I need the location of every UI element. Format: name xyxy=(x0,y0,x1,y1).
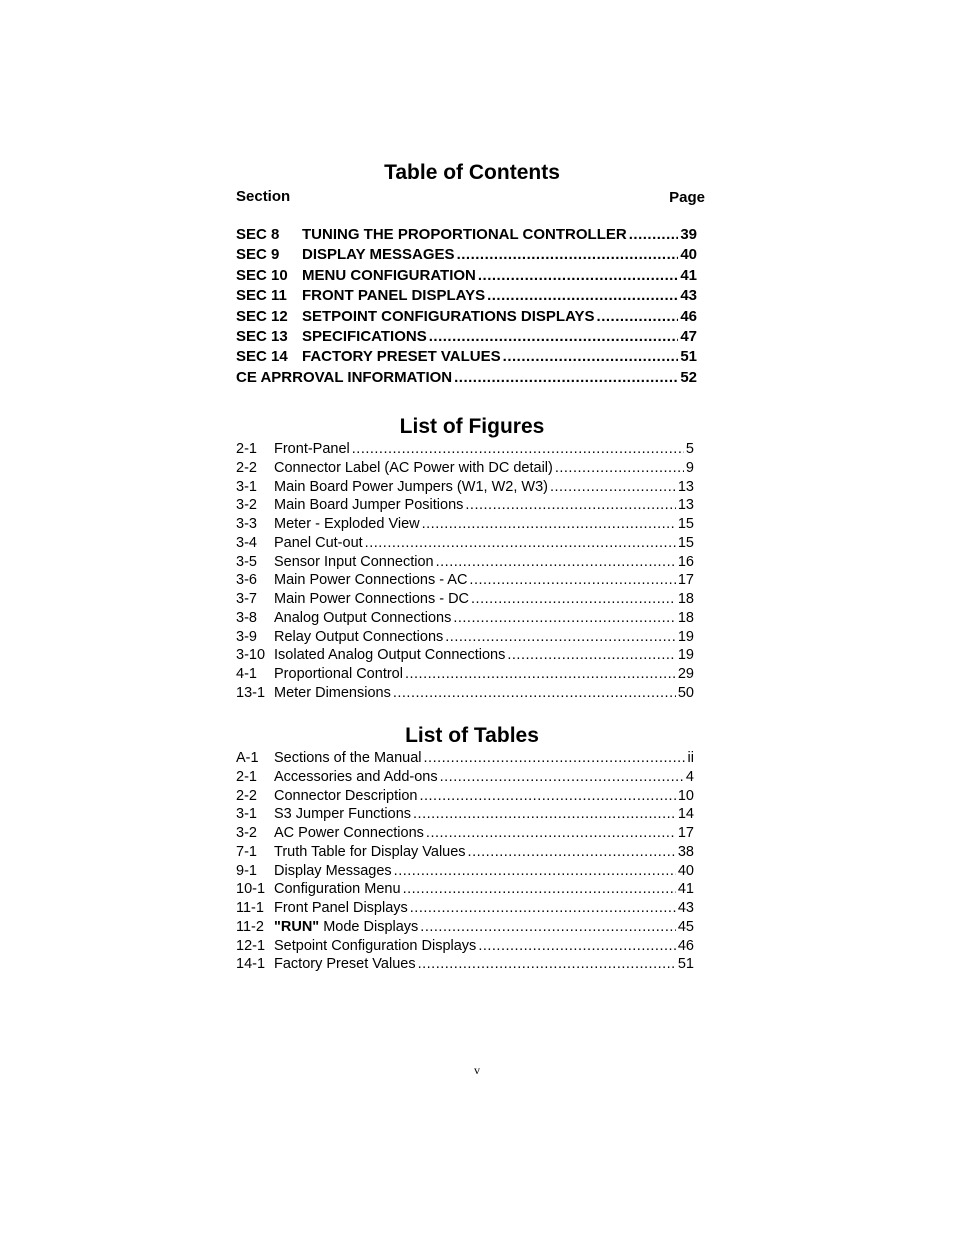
page-number: 50 xyxy=(677,684,694,701)
entry-label: Connector Description xyxy=(274,787,418,804)
table-entry[interactable] xyxy=(236,788,694,807)
figure-entry[interactable] xyxy=(236,685,694,704)
figure-entry[interactable] xyxy=(236,591,694,610)
page-number: 40 xyxy=(677,862,694,879)
page-number: 9 xyxy=(685,459,694,476)
figure-entry[interactable] xyxy=(236,666,694,685)
entry-label: FACTORY PRESET VALUES xyxy=(302,348,501,366)
entry-label: Main Power Connections - DC xyxy=(274,591,470,607)
figure-number: 3-9 xyxy=(236,628,257,645)
entry-label: Setpoint Configuration Displays xyxy=(274,937,477,954)
entry-label: SETPOINT CONFIGURATIONS DISPLAYS xyxy=(302,307,595,325)
entry-label: DISPLAY MESSAGES xyxy=(302,246,455,264)
dot-leader xyxy=(410,900,676,916)
figure-entry[interactable] xyxy=(236,629,694,648)
section-number: SEC 13 xyxy=(236,327,288,345)
entry-label: Analog Output Connections xyxy=(274,609,452,626)
dot-leader xyxy=(487,287,678,304)
entry-label: Display Messages xyxy=(274,862,392,879)
figure-number: 13-1 xyxy=(236,684,266,701)
table-entry[interactable] xyxy=(236,900,694,919)
dot-leader xyxy=(413,806,676,822)
figure-entry[interactable] xyxy=(236,535,694,554)
entry-label-rest: Mode Displays xyxy=(319,918,419,935)
entry-label: Sensor Input Connection xyxy=(274,553,434,570)
table-entry[interactable] xyxy=(236,863,694,882)
page-number: 40 xyxy=(680,246,697,264)
figure-number: 3-5 xyxy=(236,553,257,570)
page-number: 17 xyxy=(677,825,694,841)
entry-label xyxy=(274,919,418,935)
entry-label: Front Panel Displays xyxy=(274,900,408,916)
footer-page-number: v xyxy=(474,1063,480,1077)
table-number: 2-1 xyxy=(236,768,257,785)
tables-list xyxy=(236,750,694,975)
entry-label: Connector Label (AC Power with DC detail) xyxy=(274,459,553,476)
dot-leader xyxy=(394,863,676,879)
page-number: 17 xyxy=(677,572,694,589)
page-number: 5 xyxy=(685,441,694,457)
entry-label: Sections of the Manual xyxy=(274,750,422,766)
table-entry[interactable] xyxy=(236,844,694,863)
table-number: 7-1 xyxy=(236,843,257,860)
dot-leader xyxy=(403,881,676,897)
figure-number: 3-2 xyxy=(236,497,257,514)
figure-entry[interactable] xyxy=(236,479,694,498)
table-number: 14-1 xyxy=(236,956,266,973)
page-number: 52 xyxy=(680,368,697,386)
entry-label: Meter Dimensions xyxy=(274,684,391,701)
dot-leader xyxy=(507,647,676,663)
section-number: SEC 10 xyxy=(236,266,288,284)
table-entry[interactable] xyxy=(236,825,694,844)
dot-leader xyxy=(426,825,676,841)
table-entry[interactable] xyxy=(236,956,694,975)
dot-leader xyxy=(629,226,679,243)
page-number: 13 xyxy=(677,497,694,514)
toc-entry[interactable] xyxy=(236,348,697,368)
figure-entry[interactable] xyxy=(236,497,694,516)
entry-label: Isolated Analog Output Connections xyxy=(274,647,506,664)
figure-number: 2-1 xyxy=(236,441,257,457)
section-number: SEC 12 xyxy=(236,307,288,325)
page-number: 18 xyxy=(677,591,694,607)
entry-label: SPECIFICATIONS xyxy=(302,327,427,345)
figure-entry[interactable] xyxy=(236,441,694,460)
section-number: SEC 8 xyxy=(236,226,280,243)
dot-leader xyxy=(419,788,675,804)
page-number: 15 xyxy=(677,516,694,532)
dot-leader xyxy=(352,441,684,457)
table-number: 3-2 xyxy=(236,825,257,841)
dot-leader xyxy=(453,610,676,626)
dot-leader xyxy=(465,497,675,513)
page-number: 16 xyxy=(677,553,694,570)
dot-leader xyxy=(429,328,679,345)
page-number: 39 xyxy=(680,226,697,243)
entry-label: Main Power Connections - AC xyxy=(274,572,468,589)
page-number: 38 xyxy=(677,843,694,860)
table-number: 2-2 xyxy=(236,787,257,804)
table-number: 3-1 xyxy=(236,806,257,823)
page-number: 13 xyxy=(677,478,694,495)
dot-leader xyxy=(555,460,684,476)
page-number: 43 xyxy=(677,900,694,916)
entry-label: Truth Table for Display Values xyxy=(274,843,466,860)
page-number: 45 xyxy=(677,918,694,935)
dot-leader xyxy=(469,572,675,588)
entry-label: Accessories and Add-ons xyxy=(274,768,438,785)
dot-leader xyxy=(420,919,676,935)
figures-title: List of Figures xyxy=(399,415,545,438)
dot-leader xyxy=(454,369,678,386)
dot-leader xyxy=(478,938,676,954)
figures-list xyxy=(236,441,694,704)
table-entry[interactable] xyxy=(236,919,694,938)
dot-leader xyxy=(445,629,676,645)
page-number: 51 xyxy=(677,956,694,973)
figure-number: 4-1 xyxy=(236,666,257,682)
toc-entry[interactable] xyxy=(236,246,697,266)
figure-entry[interactable] xyxy=(236,647,694,666)
entry-label: Meter - Exploded View xyxy=(274,516,420,532)
entry-label: Factory Preset Values xyxy=(274,956,416,973)
dot-leader xyxy=(436,554,676,570)
toc-entry[interactable] xyxy=(236,287,697,307)
entry-label: TUNING THE PROPORTIONAL CONTROLLER xyxy=(302,226,627,243)
table-entry[interactable] xyxy=(236,750,694,769)
page-number: 43 xyxy=(680,287,697,305)
table-entry[interactable] xyxy=(236,938,694,957)
dot-leader xyxy=(503,348,679,365)
figure-number: 3-6 xyxy=(236,572,257,589)
page-number: ii xyxy=(687,750,694,766)
dot-leader xyxy=(424,750,686,766)
toc-entry-ce[interactable] xyxy=(236,369,697,389)
run-mode-keyword: "RUN" xyxy=(274,918,320,935)
figure-number: 3-10 xyxy=(236,647,266,664)
figure-number: 3-1 xyxy=(236,478,257,495)
figure-number: 3-7 xyxy=(236,591,257,607)
dot-leader xyxy=(440,769,684,785)
dot-leader xyxy=(365,535,676,551)
page-column-header: Page xyxy=(669,189,705,206)
table-entry[interactable] xyxy=(236,881,694,900)
section-number: SEC 9 xyxy=(236,246,280,264)
figure-entry[interactable] xyxy=(236,460,694,479)
page-number: 41 xyxy=(680,266,697,284)
toc-entry[interactable] xyxy=(236,226,697,246)
figure-entry[interactable] xyxy=(236,572,694,591)
page-number: 4 xyxy=(685,768,694,785)
figure-entry[interactable] xyxy=(236,610,694,629)
table-number: 9-1 xyxy=(236,862,257,879)
entry-label: Main Board Power Jumpers (W1, W2, W3) xyxy=(274,478,548,495)
dot-leader xyxy=(457,246,679,263)
table-number: 11-1 xyxy=(236,900,264,916)
table-number: 11-2 xyxy=(236,918,264,935)
page-number: 19 xyxy=(677,628,694,645)
figure-entry[interactable] xyxy=(236,516,694,535)
entry-label: Panel Cut-out xyxy=(274,534,363,551)
dot-leader xyxy=(597,308,679,325)
page-number: 19 xyxy=(677,647,694,664)
page-number: 14 xyxy=(677,806,694,823)
dot-leader xyxy=(550,479,676,495)
figure-entry[interactable] xyxy=(236,554,694,573)
page-number: 51 xyxy=(680,348,697,366)
table-number: A-1 xyxy=(236,750,259,766)
dot-leader xyxy=(405,666,676,682)
entry-label: AC Power Connections xyxy=(274,825,424,841)
table-entry[interactable] xyxy=(236,769,694,788)
entry-label: Relay Output Connections xyxy=(274,628,444,645)
entry-label: Proportional Control xyxy=(274,666,403,682)
figure-number: 3-8 xyxy=(236,609,257,626)
entry-label: Main Board Jumper Positions xyxy=(274,497,464,514)
page-number: 10 xyxy=(677,787,694,804)
table-number: 10-1 xyxy=(236,881,266,898)
page-number: 15 xyxy=(677,534,694,551)
page-number: 46 xyxy=(677,937,694,954)
page-number: 47 xyxy=(680,327,697,345)
dot-leader xyxy=(468,844,676,860)
page-number: 29 xyxy=(677,666,694,682)
page-number: 18 xyxy=(677,609,694,626)
dot-leader xyxy=(471,591,676,607)
section-number: SEC 11 xyxy=(236,287,287,305)
section-column-header: Section xyxy=(236,188,291,205)
entry-label: MENU CONFIGURATION xyxy=(302,266,476,284)
tables-title: List of Tables xyxy=(405,724,539,747)
entry-label: Configuration Menu xyxy=(274,881,401,898)
entry-label: FRONT PANEL DISPLAYS xyxy=(302,287,486,305)
page-number: 41 xyxy=(677,881,694,898)
toc-entry[interactable] xyxy=(236,267,697,287)
figure-number: 3-4 xyxy=(236,534,257,551)
page-number: 46 xyxy=(680,307,697,325)
toc-entry[interactable] xyxy=(236,328,697,348)
table-entry[interactable] xyxy=(236,806,694,825)
dot-leader xyxy=(422,516,676,532)
toc-title: Table of Contents xyxy=(384,161,560,184)
entry-label: Front-Panel xyxy=(274,441,350,457)
entry-label: CE APRROVAL INFORMATION xyxy=(236,368,453,386)
figure-number: 2-2 xyxy=(236,459,257,476)
dot-leader xyxy=(478,267,678,284)
dot-leader xyxy=(418,956,676,972)
toc-list xyxy=(236,226,697,389)
table-number: 12-1 xyxy=(236,937,266,954)
entry-label: S3 Jumper Functions xyxy=(274,806,412,823)
dot-leader xyxy=(393,685,676,701)
toc-entry[interactable] xyxy=(236,308,697,328)
figure-number: 3-3 xyxy=(236,516,257,532)
section-number: SEC 14 xyxy=(236,348,288,366)
